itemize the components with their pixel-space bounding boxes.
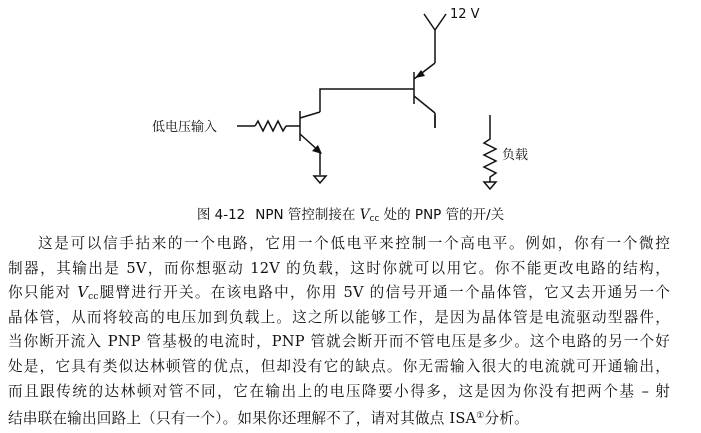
load-resistor [484,115,496,182]
load-ground-symbol [484,182,496,189]
paragraph-line: 晶体管，从而将较高的电压加到负载上。这之所以能够工作，是因为晶体管是电流驱动型器件， [8,308,670,326]
vcc-symbol: V [77,284,89,302]
supply-rail-symbol [424,14,446,63]
paragraph-line [8,404,670,429]
npn-pnp-circuit-diagram [0,0,701,200]
supply-voltage-label: 12 V [450,7,480,22]
paragraph-line: 处是，它具有类似达林顿管的优点，但却没有它的缺点。你无需输入很大的电流就可开通输出， [8,357,670,375]
paragraph-line: 当你断开流入 PNP 管基极的电流时，PNP 管就会断开而不管电压是多少。这个电路的另一个好 [8,333,670,351]
footnote-marker: ① [476,411,485,422]
figure-caption [0,203,701,224]
pnp-transistor [414,63,435,128]
input-resistor [255,121,286,131]
line3-text-pre: 你只能对 [8,284,78,302]
line8-text-pre: 结串联在输出回路上（只有一个）。如果你还理解不了，请对其做点 ISA [8,410,477,428]
caption-text-post: 处的 PNP 管的开/关 [379,207,505,223]
body-paragraph [8,232,670,429]
caption-vcc-symbol: V [359,207,370,223]
line8-text-post: 分析。 [484,410,529,428]
load-label: 负载 [502,148,529,163]
input-label: 低电压输入 [152,120,218,135]
figure-number: 图 4-12 [196,207,246,223]
vcc-subscript: cc [88,292,99,303]
npn-to-pnp-base-wire [320,89,414,112]
paragraph-line: 这是可以信手拈来的一个电路，它用一个低电平来控制一个高电平。例如，你有一个微控 [38,235,670,252]
paragraph-line: 而且跟传统的达林顿对管不同，它在输出上的电压降要小得多，这是因为你没有把两个基 – 射 [8,382,670,400]
paragraph-line: 制器，其输出是 5V，而你想驱动 12V 的负载，这时你就可以用它。你不能更改电路的结构， [8,259,670,277]
paragraph-line [8,281,670,306]
caption-vcc-subscript: cc [369,214,380,224]
line3-text-post: 腿臂进行开关。在该电路中，你用 5V 的信号开通一个晶体管，它又去开通另一个 [98,284,670,302]
npn-transistor [300,111,322,175]
caption-text-pre: NPN 管控制接在 [255,207,360,223]
npn-ground-symbol [314,176,326,183]
